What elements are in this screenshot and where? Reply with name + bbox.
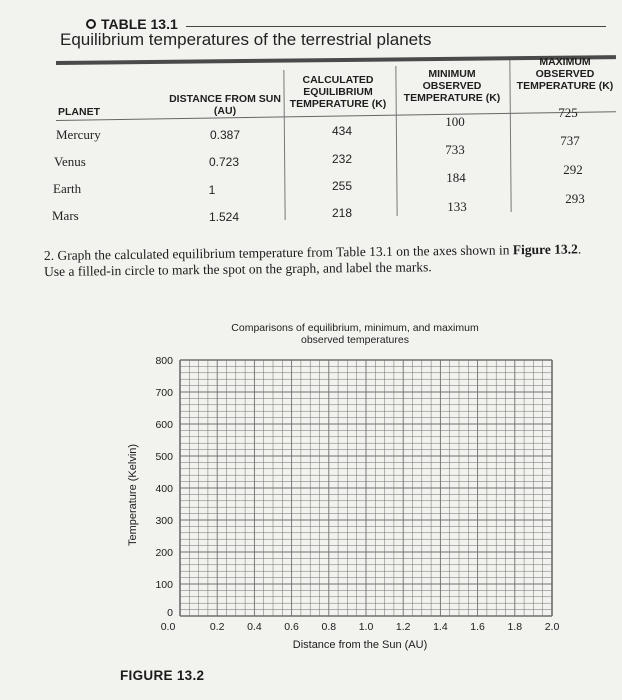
y-tick-label: 800 — [155, 355, 173, 367]
row-maximum: 737 — [560, 133, 580, 148]
header-planet: PLANET — [58, 106, 100, 118]
x-tick-label: 1.0 — [358, 621, 374, 633]
y-tick-label: 0 — [167, 607, 173, 619]
row-distance: 1.524 — [208, 210, 240, 224]
chart-ticks — [155, 355, 559, 633]
row-minimum: 184 — [446, 170, 466, 185]
x-tick-label: 1.6 — [470, 621, 485, 633]
row-maximum: 725 — [558, 105, 578, 120]
row-minimum: 133 — [447, 199, 467, 214]
x-tick-label: 1.2 — [395, 621, 411, 633]
x-tick-label: 0.2 — [209, 621, 225, 633]
x-tick-label: 0.4 — [247, 621, 262, 633]
x-tick-label: 1.4 — [433, 621, 448, 633]
x-tick-label: 0.0 — [160, 621, 176, 633]
question-text: Graph the calculated equilibrium temperature from Table 13.1 on the axes shown in — [57, 242, 510, 263]
header-minimum-line: OBSERVED — [422, 80, 482, 92]
question-number: 2. — [43, 247, 55, 264]
figure-reference: Figure 13.2 — [512, 241, 578, 258]
row-calculated: 232 — [331, 152, 353, 166]
chart-title-line: Comparisons of equilibrium, minimum, and maximum — [231, 322, 479, 334]
header-calculated-line: EQUILIBRIUM — [303, 86, 373, 98]
header-minimum-line: TEMPERATURE (K) — [403, 92, 501, 104]
chart-title-line: observed temperatures — [301, 334, 409, 346]
y-axis-label: Temperature (Kelvin) — [127, 443, 139, 547]
x-tick-label: 0.8 — [321, 621, 337, 633]
x-tick-label: 1.8 — [507, 621, 523, 633]
row-calculated: 255 — [331, 179, 353, 193]
header-maximum-line: OBSERVED — [535, 68, 595, 80]
row-planet: Mars — [52, 208, 79, 223]
x-tick-label: 0.6 — [284, 621, 299, 633]
header-distance-line: (AU) — [213, 105, 237, 117]
y-tick-label: 400 — [155, 483, 173, 495]
row-calculated: 218 — [331, 206, 353, 220]
chart-grid — [180, 360, 552, 616]
y-tick-label: 300 — [155, 515, 173, 527]
header-minimum-line: MINIMUM — [428, 68, 476, 80]
y-tick-label: 100 — [155, 579, 173, 591]
row-minimum: 100 — [445, 114, 465, 129]
row-planet: Earth — [53, 181, 82, 196]
row-maximum: 292 — [563, 162, 583, 177]
y-tick-label: 500 — [155, 451, 173, 463]
row-planet: Mercury — [56, 127, 101, 142]
row-calculated: 434 — [331, 124, 353, 138]
x-tick-label: 2.0 — [544, 621, 560, 633]
y-tick-label: 200 — [155, 547, 173, 559]
header-maximum-line: MAXIMUM — [539, 56, 591, 68]
y-tick-label: 600 — [155, 419, 173, 431]
header-calculated-line: CALCULATED — [302, 74, 374, 86]
x-axis-label: Distance from the Sun (AU) — [292, 639, 428, 651]
y-tick-label: 700 — [155, 387, 173, 399]
header-calculated-line: TEMPERATURE (K) — [289, 98, 387, 110]
row-maximum: 293 — [565, 191, 585, 206]
row-minimum: 733 — [445, 142, 465, 157]
row-distance: 0.387 — [209, 128, 241, 142]
table-number: TABLE 13.1 — [101, 16, 178, 32]
table-title: Equilibrium temperatures of the terrestrial planets — [60, 30, 432, 49]
row-distance: 0.723 — [208, 155, 240, 169]
figure-label: FIGURE 13.2 — [120, 668, 205, 683]
row-distance: 1 — [208, 183, 216, 197]
header-distance-line: DISTANCE FROM SUN — [169, 93, 281, 105]
header-maximum-line: TEMPERATURE (K) — [516, 80, 614, 92]
row-planet: Venus — [54, 154, 86, 169]
question-text-end: . Use a filled-in circle to mark the spot on the graph, and label the marks. — [44, 241, 582, 279]
